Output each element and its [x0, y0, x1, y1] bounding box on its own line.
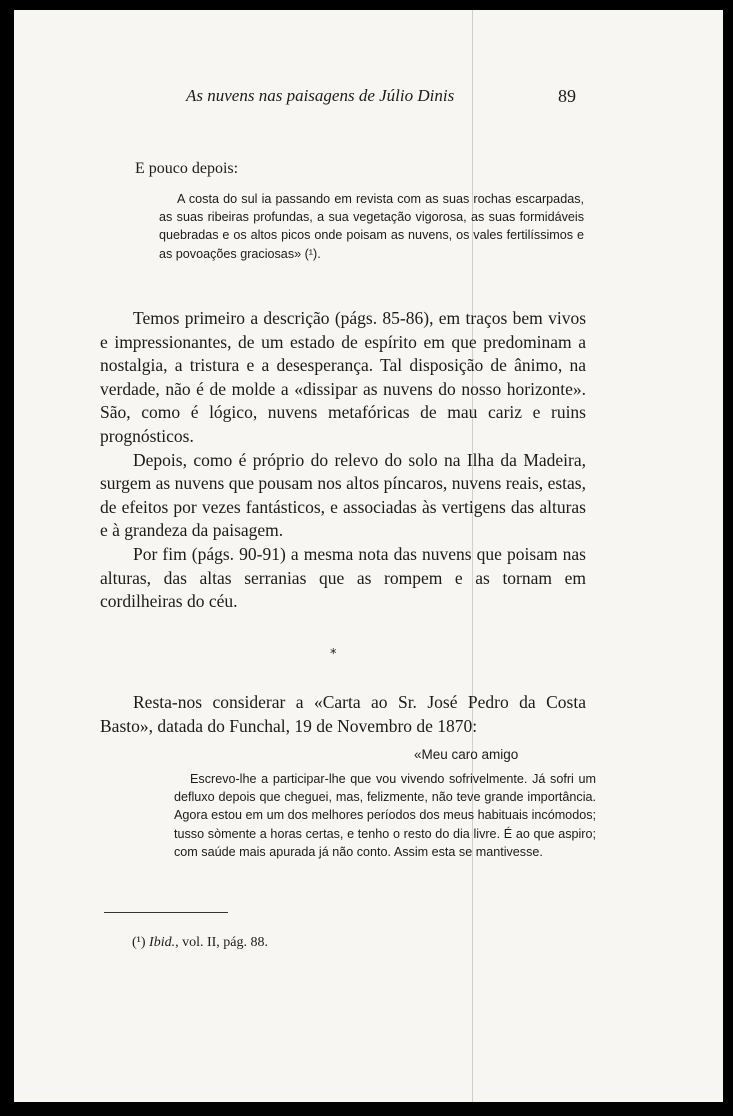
paragraph-1: Temos primeiro a descrição (págs. 85-86), em traços bem vivos e impressionantes, de um estado de espírito em que predominam a nostalgia, a tristura e a desesperança. Tal disposição de ânimo, na verdade, não é de molde a «dissipar as nuvens do nosso horizonte». São, como é lógico, nuvens metafóricas de mau cariz e ruins prognósticos. — [100, 308, 586, 446]
paragraph-2: Depois, como é próprio do relevo do solo na Ilha da Madeira, surgem as nuvens que pousam nos altos píncaros, nuvens reais, estas, de efeitos por vezes fantásticos, e associadas às vertigens das alturas e à grandeza da paisagem. — [100, 449, 586, 541]
block-quote-2: Escrevo-lhe a participar-lhe que vou vivendo sofrivelmente. Já sofri um defluxo depois que cheguei, mas, felizmente, não teve grande importância. Agora estou em um dos melhores períodos dos meus habituais incómodos; tusso sòmente a horas certas, e tenho o resto do dia livre. É ao que aspiro; com saúde mais apurada já não conto. Assim esta se mantivesse. — [174, 772, 596, 859]
footnote — [132, 935, 268, 951]
body-text — [100, 307, 586, 614]
block-quote-1: A costa do sul ia passando em revista com as suas rochas escarpadas, as suas ribeiras profundas, a sua vegetação vigorosa, as suas formidáveis quebradas e os altos picos onde poisam as nuvens, os vales fertilíssimos e as povoações graciosas» (¹). — [159, 192, 584, 261]
running-title: As nuvens nas paisagens de Júlio Dinis — [186, 86, 455, 105]
section-separator: * — [330, 647, 337, 662]
book-page — [14, 10, 723, 1102]
body-text-2 — [100, 691, 586, 738]
letter-salutation: «Meu caro amigo — [414, 747, 519, 762]
paragraph-3: Por fim (págs. 90-91) a mesma nota das nuvens que poisam nas alturas, das altas serranias que as rompem e as tornam em cordilheiras do céu. — [100, 543, 586, 612]
intro-line: E pouco depois: — [135, 160, 239, 177]
paragraph-letter: Resta-nos considerar a «Carta ao Sr. José Pedro da Costa Basto», datada do Funchal, 19 de Novembro de 1870: — [100, 692, 586, 736]
footnote-text: , vol. II, pág. 88. — [175, 935, 269, 950]
running-header — [186, 86, 576, 106]
page-number: 89 — [558, 86, 576, 106]
footnote-mark: (¹) — [132, 935, 146, 950]
footnote-rule — [104, 912, 228, 913]
footnote-ref: Ibid. — [149, 935, 176, 950]
